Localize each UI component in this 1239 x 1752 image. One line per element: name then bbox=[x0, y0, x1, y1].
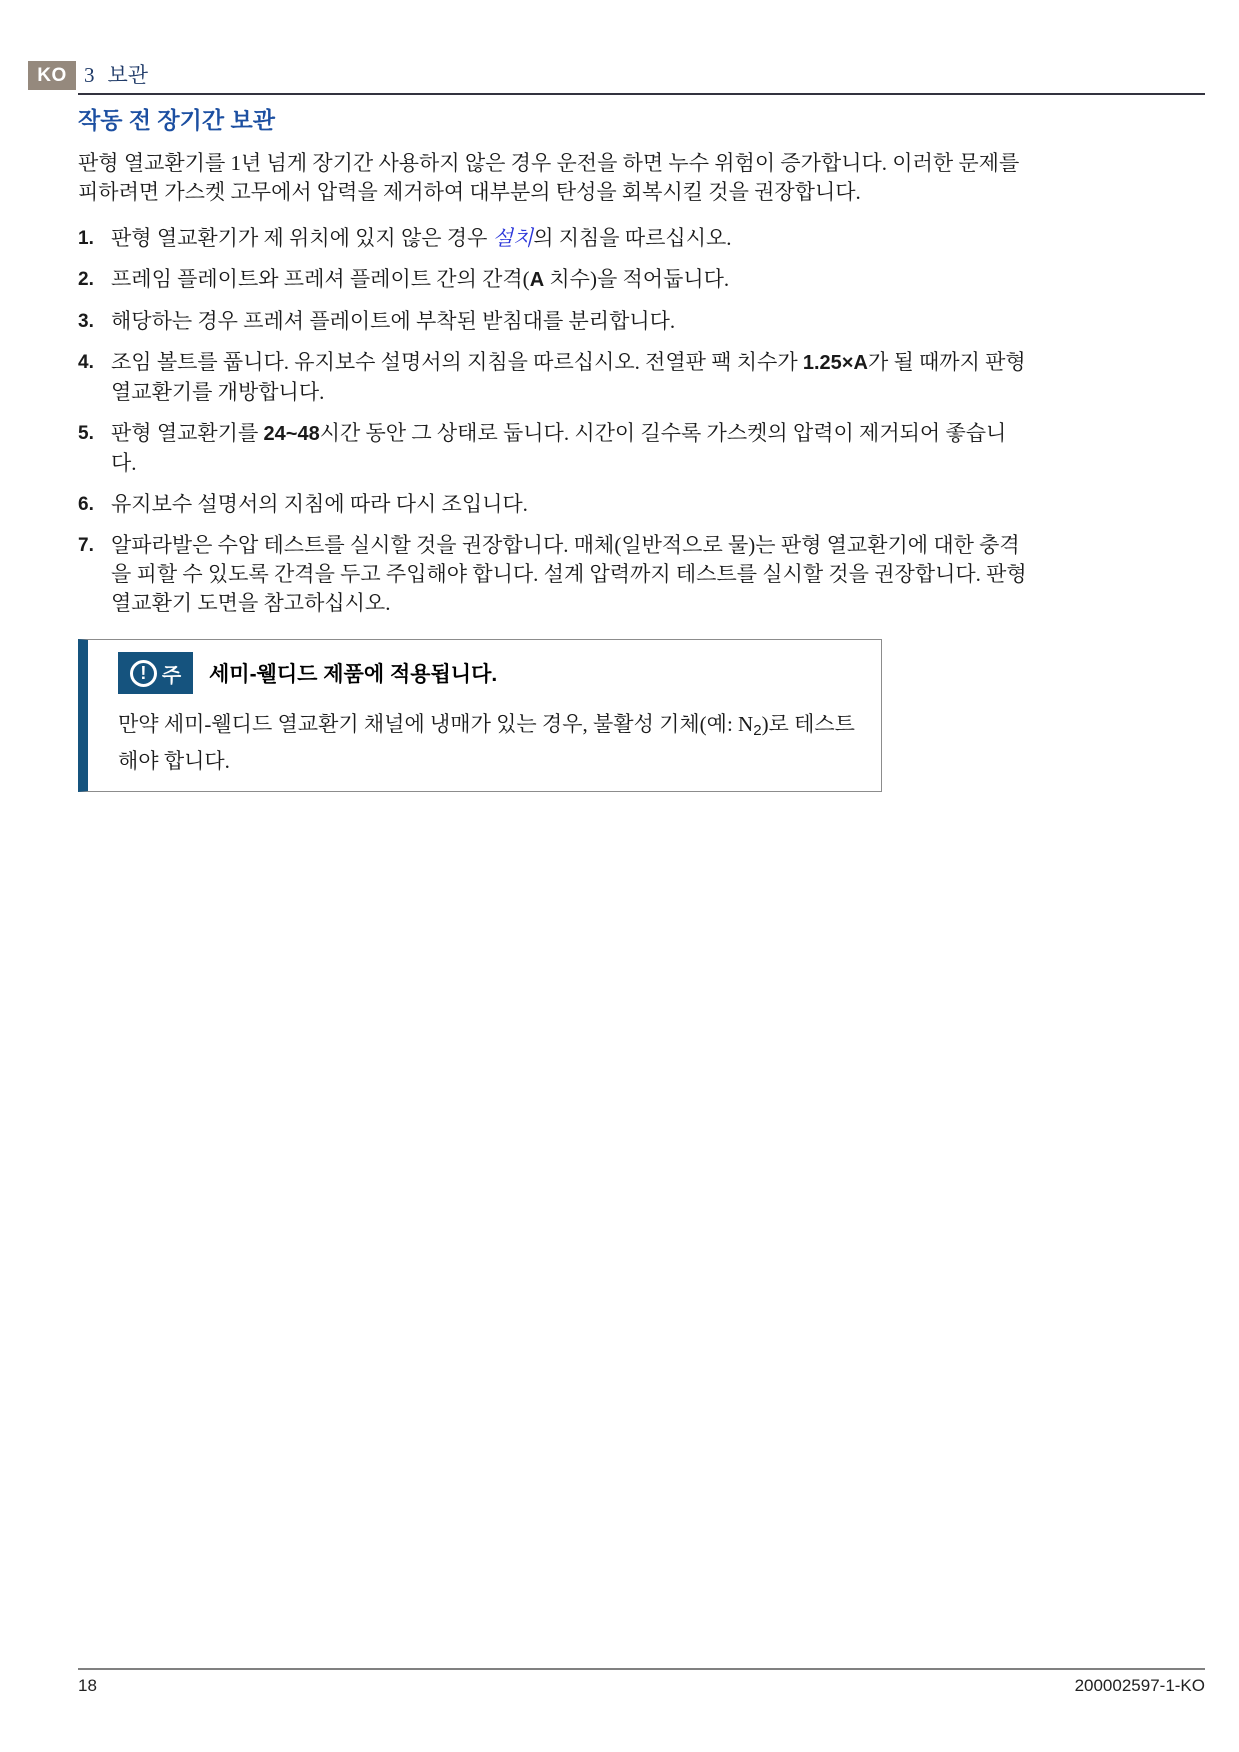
step-number: 4. bbox=[78, 352, 94, 373]
footer-rule bbox=[78, 1668, 1205, 1670]
installation-link[interactable]: 설치 bbox=[492, 226, 534, 250]
step-item bbox=[78, 265, 1030, 295]
step-text bbox=[111, 531, 1030, 618]
step-text-segment: 조임 볼트를 풉니다. 유지보수 설명서의 지침을 따르십시오. 전열판 팩 치수가 bbox=[111, 350, 803, 374]
step-item bbox=[78, 307, 1030, 336]
step-text-segment: 프레임 플레이트와 프레셔 플레이트 간의 간격( bbox=[111, 267, 530, 291]
chapter-heading bbox=[84, 62, 148, 89]
step-text-segment: 판형 열교환기가 제 위치에 있지 않은 경우 bbox=[111, 226, 493, 250]
footer-document-number: 200002597-1-KO bbox=[1074, 1676, 1205, 1695]
step-text-segment: 알파라발은 수압 테스트를 실시할 것을 권장합니다. 매체(일반적으로 물)는 판형 열교환기에 대한 충격을 피할 수 있도록 간격을 두고 주입해야 합니다. 설계 압력까지 테스트를 실시할 것을 권장합니다. 판형 열교환기 도면을 참고하십시오. bbox=[111, 533, 1027, 615]
note-badge-label: 주 bbox=[161, 664, 182, 687]
step-number: 6. bbox=[78, 494, 94, 515]
exclamation-icon bbox=[130, 660, 157, 687]
note-body-text-tail: )로 테스트해야 합니다. bbox=[118, 712, 855, 773]
note-body-text: 만약 세미-웰디드 열교환기 채널에 냉매가 있는 경우, 불활성 기체(예: N bbox=[118, 712, 754, 736]
step-number: 1. bbox=[78, 228, 94, 249]
note-header bbox=[118, 652, 863, 694]
note-box bbox=[78, 639, 882, 792]
step-item bbox=[78, 348, 1030, 407]
chapter-number: 3 bbox=[84, 63, 95, 87]
step-text bbox=[111, 224, 1030, 253]
content-column bbox=[78, 106, 1030, 792]
step-item bbox=[78, 419, 1030, 478]
chapter-title: 보관 bbox=[107, 63, 149, 87]
step-number: 3. bbox=[78, 311, 94, 332]
step-text bbox=[111, 490, 1030, 519]
section-title: 작동 전 장기간 보관 bbox=[78, 107, 275, 133]
step-number: 7. bbox=[78, 535, 94, 556]
note-title: 세미-웰디드 제품에 적용됩니다. bbox=[209, 663, 498, 686]
note-body-subscript: 2 bbox=[753, 722, 762, 739]
step-text-segment: 판형 열교환기를 bbox=[111, 421, 264, 445]
step-text bbox=[111, 265, 1030, 295]
header-rule bbox=[78, 93, 1205, 95]
step-text bbox=[111, 307, 1030, 336]
step-text-segment: 시간 동안 그 상태로 둡니다. 시간이 길수록 가스켓의 압력이 제거되어 좋습니다. bbox=[111, 421, 1007, 475]
step-text-segment: 24~48 bbox=[263, 423, 320, 445]
step-text-segment: 1.25×A bbox=[802, 352, 868, 374]
step-item bbox=[78, 531, 1030, 618]
language-badge bbox=[28, 61, 76, 90]
step-number: 2. bbox=[78, 269, 94, 290]
step-text-segment: A bbox=[529, 269, 545, 291]
numbered-steps-list bbox=[78, 224, 1030, 618]
note-badge bbox=[118, 652, 193, 694]
step-text-segment: 치수)을 적어둡니다. bbox=[544, 267, 730, 291]
footer-page-number: 18 bbox=[78, 1676, 97, 1695]
step-item bbox=[78, 490, 1030, 519]
step-number: 5. bbox=[78, 423, 94, 444]
step-text-segment: 의 지침을 따르십시오. bbox=[533, 226, 732, 250]
step-text-segment: 가 될 때까지 판형 열교환기를 개방합니다. bbox=[111, 350, 1026, 404]
step-text bbox=[111, 348, 1030, 407]
step-text-segment: 해당하는 경우 프레셔 플레이트에 부착된 받침대를 분리합니다. bbox=[111, 309, 676, 333]
step-text-segment: 유지보수 설명서의 지침에 따라 다시 조입니다. bbox=[111, 492, 528, 516]
step-text bbox=[111, 419, 1030, 478]
step-item bbox=[78, 224, 1030, 253]
intro-paragraph: 판형 열교환기를 1년 넘게 장기간 사용하지 않은 경우 운전을 하면 누수 위험이 증가합니다. 이러한 문제를 피하려면 가스켓 고무에서 압력을 제거하여 대부분의 탄성을 회복시킬 것을 권장합니다. bbox=[78, 151, 1020, 204]
exclamation-glyph: ! bbox=[140, 663, 147, 683]
language-badge-label: KO bbox=[37, 64, 67, 86]
note-body bbox=[118, 709, 863, 777]
